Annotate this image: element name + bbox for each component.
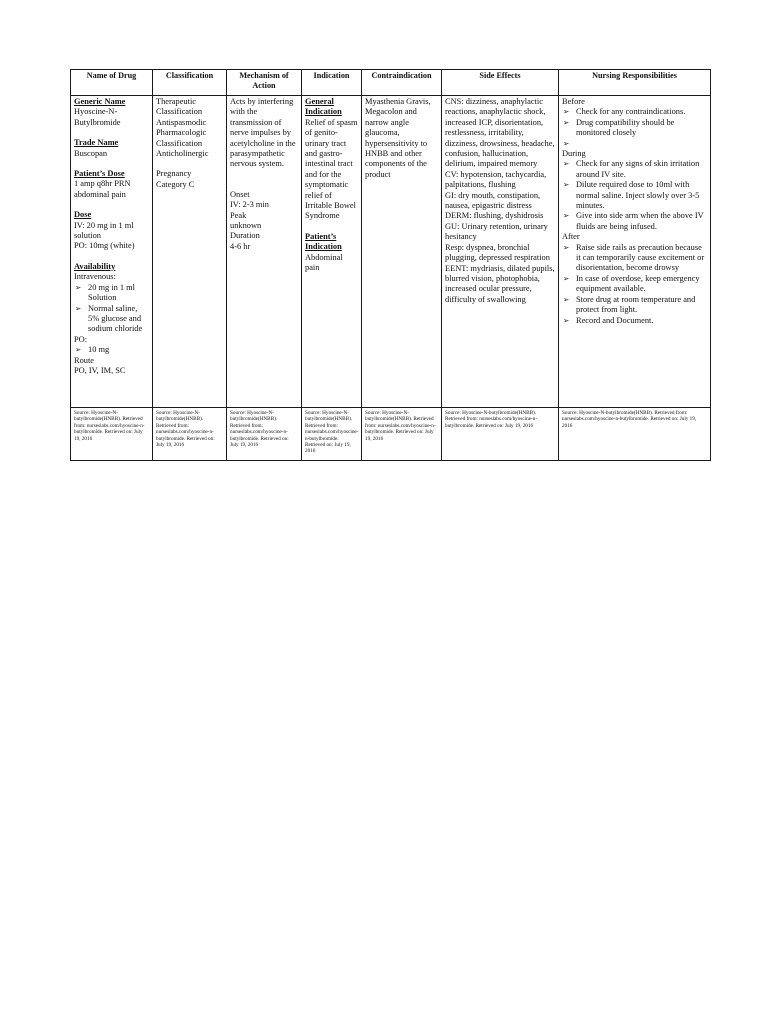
side-effect-cns: CNS: dizziness, anaphylactic reactions, anaphylactic shock, increased ICP, disorientation, restlessness, irritability, dizziness, drowsiness, headache, confusion, hallucination, delirium, impaired memory xyxy=(445,97,555,169)
side-effect-cv: CV: hypotension, tachycardia, palpitations, flushing xyxy=(445,169,547,190)
availability-po-item: ➢ 10 mg xyxy=(74,345,149,355)
patient-dose-label: Patient’s Dose xyxy=(74,169,125,179)
cell-side-effects xyxy=(442,96,559,408)
general-indication: Relief of spasm of genito-urinary tract and gastro-intestinal tract and for the symptomatic relief of Irritable Bowel Syndrome xyxy=(305,117,358,221)
cell-indication xyxy=(302,96,362,408)
source-cell: Source: Hyoscine-N-butylbromide(HNBB). Retrieved from: nurseslabs.com/hyoscine-n-butylbromide. Retrieved on: July 19, 2016 xyxy=(362,408,442,461)
arrow-bullet-icon xyxy=(562,139,707,149)
dose-po: PO: 10mg (white) xyxy=(74,241,135,251)
availability-label: Availability xyxy=(74,261,116,271)
mechanism-text: Acts by interfering with the transmission of nerve impulses by acetylcholine in the parasympathetic nervous system. xyxy=(230,97,296,169)
nursing-during-item: ➢ Dilute required dose to 10ml with normal saline. Inject slowly over 3-5 minutes. xyxy=(562,180,707,211)
dose-iv: IV: 20 mg in 1 ml solution xyxy=(74,220,134,241)
availability-item: ➢ Normal saline, 5% glucose and sodium chloride xyxy=(74,304,149,335)
availability-item: ➢ 20 mg in 1 ml Solution xyxy=(74,283,149,304)
generic-name-label: Generic Name xyxy=(74,97,126,106)
nursing-after-label: After xyxy=(562,232,580,242)
nursing-after-item: ➢ In case of overdose, keep emergency equipment available. xyxy=(562,274,707,295)
nursing-during-item: ➢ Check for any signs of skin irritation around IV site. xyxy=(562,159,707,180)
side-effect-eent: EENT: mydriasis, dilated pupils, blurred vision, photophobia, increased ocular pressure, difficulty of swallowing xyxy=(445,263,555,304)
drug-study-table xyxy=(70,69,711,461)
dose-label: Dose xyxy=(74,210,92,220)
header-contraindication: Contraindication xyxy=(362,70,442,96)
cell-contraindication xyxy=(362,96,442,408)
nursing-after-item: ➢ Raise side rails as precaution because it can temporarily cause excitement or disorientation, become drowsy xyxy=(562,243,707,274)
therapeutic-classification: Therapeutic Classification Antispasmodic xyxy=(156,97,207,127)
route-value: PO, IV, IM, SC xyxy=(74,365,126,375)
side-effect-gu: GU: Urinary retention, urinary hesitancy xyxy=(445,221,548,242)
pharmacologic-classification: Pharmacologic Classification Anticholinergic xyxy=(156,128,209,159)
cell-mechanism xyxy=(227,96,302,408)
header-side-effects: Side Effects xyxy=(442,70,559,96)
generic-name: Hyoscine-N-Butylbromide xyxy=(74,107,121,127)
source-cell: Source: Hyoscine-N-butylbromide(HNBB). Retrieved from: nurseslabs.com/hyoscine-n-butylbromide. Retrieved on: July 19, 2016 xyxy=(227,408,302,461)
side-effect-gi: GI: dry mouth, constipation, nausea, epigastric distress xyxy=(445,190,541,211)
nursing-after-item: ➢ Record and Document. xyxy=(562,316,707,326)
nursing-before-label: Before xyxy=(562,97,585,106)
nursing-after-item: ➢ Store drug at room temperature and protect from light. xyxy=(562,295,707,316)
side-effect-resp: Resp: dyspnea, bronchial plugging, depressed respiration xyxy=(445,242,550,263)
patient-indication-label: Patient’s Indication xyxy=(305,231,342,252)
trade-name-label: Trade Name xyxy=(74,138,119,148)
header-row xyxy=(71,70,711,96)
availability-iv: Intravenous: xyxy=(74,272,116,282)
header-indication: Indication xyxy=(302,70,362,96)
patient-dose: 1 amp q8hr PRN abdominal pain xyxy=(74,179,131,199)
cell-classification xyxy=(153,96,227,408)
source-row xyxy=(71,408,711,461)
nursing-before-item: ➢ Drug compatibility should be monitored closely xyxy=(562,118,707,139)
general-indication-label: General Indication xyxy=(305,97,342,117)
source-cell: Source: Hyoscine-N-butylbromide(HNBB). Retrieved from: nurseslabs.com/hyoscine-n-butylbromide. Retrieved on: July 19, 2016 xyxy=(559,408,711,461)
route-label: Route xyxy=(74,355,95,365)
source-cell: Source: Hyoscine-N-butylbromide(HNBB). Retrieved from: nurseslabs.com/hyoscine-n-butylbromide. Retrieved on: July 19, 2016 xyxy=(153,408,227,461)
source-cell: Source: Hyoscine-N-butylbromide(HNBB). Retrieved from: nurseslabs.com/hyoscine-n-butylbromide. Retrieved on: July 19, 2016 xyxy=(71,408,153,461)
source-cell: Source: Hyoscine-N-butylbromide(HNBB). Retrieved from: nurseslabs.com/hyoscine-n-butylbromide. Retrieved on: July 19, 2016 xyxy=(442,408,559,461)
content-row xyxy=(71,96,711,408)
contraindication-text: Myasthenia Gravis, Megacolon and narrow angle glaucoma, hypersensitivity to HNBB and other components of the product xyxy=(365,97,431,179)
trade-name: Buscopan xyxy=(74,148,108,158)
header-name-of-drug: Name of Drug xyxy=(71,70,153,96)
cell-nursing-responsibilities xyxy=(559,96,711,408)
availability-po-label: PO: xyxy=(74,334,88,344)
header-classification: Classification xyxy=(153,70,227,96)
header-nursing-responsibilities: Nursing Responsibilities xyxy=(559,70,711,96)
nursing-during-item: ➢ Give into side arm when the above IV fluids are being infused. xyxy=(562,211,707,232)
source-cell: Source: Hyoscine-N-butylbromide(HNBB). Retrieved from: nurseslabs.com/hyoscine-n-butylbromide. Retrieved on: July 19, 2016 xyxy=(302,408,362,461)
mechanism-onset: Onset IV: 2-3 min Peak unknown Duration 4-6 hr xyxy=(230,189,269,251)
header-mechanism: Mechanism of Action xyxy=(227,70,302,96)
side-effect-derm: DERM: flushing, dyshidrosis xyxy=(445,211,544,221)
nursing-during-label: During xyxy=(562,149,586,159)
nursing-before-item: ➢ Check for any contraindications. xyxy=(562,107,707,117)
patient-indication: Abdominal pain xyxy=(305,252,343,273)
pregnancy-category: Pregnancy Category C xyxy=(156,169,195,189)
cell-name-of-drug xyxy=(71,96,153,408)
